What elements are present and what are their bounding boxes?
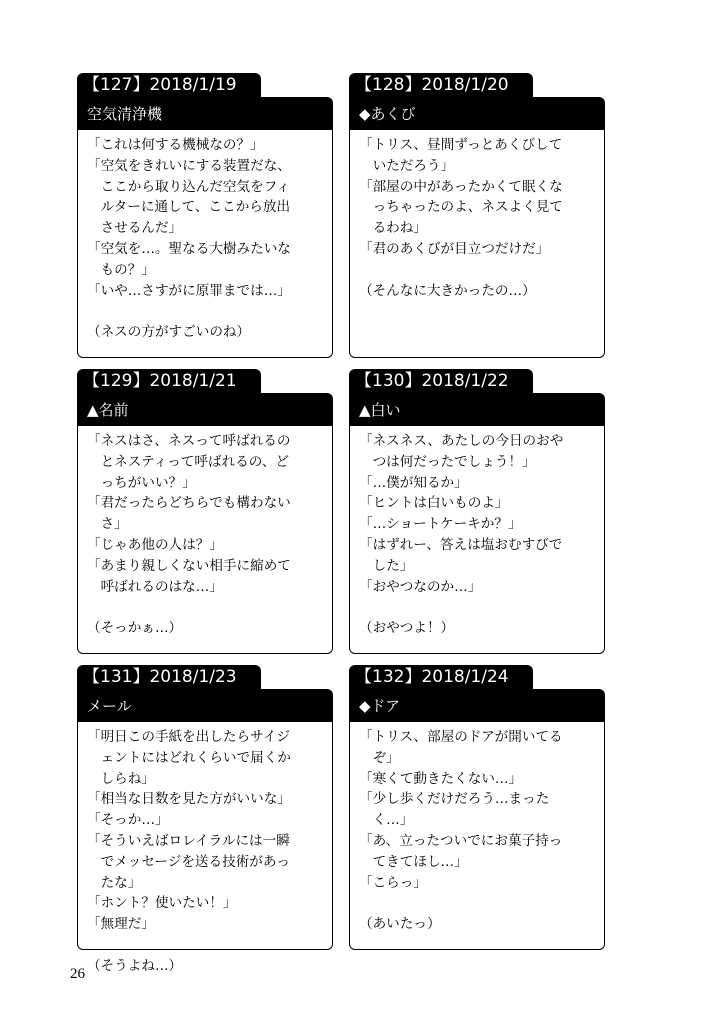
text-line: ぞ」 [359,749,400,766]
text-line [87,597,329,618]
text-line [359,597,601,618]
entry-title: 空気清浄機 [77,97,333,131]
text-line: 「部屋の中があったかくて眠くな [359,178,563,195]
text-line: 「明日この手紙を出したらサイジ [87,729,290,745]
text-line: ルターに通して、ここから放出 [87,199,291,216]
entry-header: 【130】2018/1/22 [349,369,533,394]
text-line: ェントにはどれくらいで届くか [87,749,291,766]
entry-header: 【128】2018/1/20 [349,73,533,98]
text-line: 呼ばれるのはな…」 [87,578,223,595]
text-line: もの？」 [87,261,155,278]
entry-text [87,135,329,343]
entry-title: ◆あくび [349,97,605,131]
text-line [87,935,329,956]
text-line: した」 [359,557,414,574]
text-line: （ネスの方がすごいのね） [87,324,251,341]
entry-text [87,431,329,639]
entry-text [359,431,601,639]
entry-title: メール [77,689,333,723]
text-line: 「あまり親しくない相手に縮めて [87,557,291,574]
text-line: 「はずれー、答えは塩おむすびで [359,536,563,553]
text-line: 「君だったらどちらでも構わない [87,495,291,512]
text-line: 「相当な日数を見た方がいいな」 [87,791,291,808]
text-line: っちがいい？」 [87,474,196,491]
text-line [359,260,601,281]
text-line: 「…僕が知るか」 [359,474,468,491]
text-line: 「そういえばロレイラルには一瞬 [87,832,290,849]
text-line: 「無理だ」 [87,916,155,933]
entry-card-127 [77,73,333,358]
text-line: 「君のあくびが目立つだけだ」 [359,240,550,257]
text-line: 「じゃあ他の人は？」 [87,536,223,553]
text-line: たな」 [87,874,142,891]
entry-header: 【129】2018/1/21 [77,369,261,394]
entry-text [87,727,329,977]
text-line: 「これは何する機械なの？」 [87,137,264,153]
text-line: いただろう」 [359,157,455,174]
text-line [87,301,329,322]
entry-title: ◆ドア [349,689,605,723]
text-line: さ」 [87,516,128,533]
entry-card-130 [349,369,605,654]
text-line: 「こらっ」 [359,874,427,891]
text-line: 「ホント？使いたい！」 [87,895,237,912]
text-line: 「空気を…。聖なる大樹みたいな [87,240,291,257]
text-line: 「そっか…」 [87,812,169,829]
text-line: 「いや…さすがに原罪までは…」 [87,282,291,299]
entry-text [359,135,601,301]
text-line: 「あ、立ったついでにお菓子持っ [359,832,563,849]
text-line: く…」 [359,812,414,829]
text-line: 「寒くて動きたくない…」 [359,770,523,787]
text-line: とネスティって呼ばれるの、ど [87,453,290,470]
entry-card-132 [349,665,605,950]
text-line: （そうよね…） [87,957,183,974]
text-line: るわね」 [359,220,427,237]
text-line: てきてほし…」 [359,853,468,870]
text-line: つは何だったでしょう！」 [359,453,536,470]
text-line: （そんなに大きかったの…） [359,282,536,299]
text-line: （あいたっ） [359,916,441,933]
entry-title: ▲名前 [77,393,333,427]
text-line: させるんだ」 [87,220,183,237]
text-line: 「おやつなのか…」 [359,578,482,595]
entry-text [359,727,601,935]
entry-header: 【132】2018/1/24 [349,665,533,690]
text-line: でメッセージを送る技術があっ [87,853,290,870]
entry-title: ▲白い [349,393,605,427]
page-number: 26 [70,966,85,982]
entry-header: 【127】2018/1/19 [77,73,261,98]
text-line: 「トリス、部屋のドアが開いてる [359,729,563,745]
text-line: 「ネスはさ、ネスって呼ばれるの [87,433,291,449]
text-line: （そっかぁ…） [87,620,183,637]
entry-card-131 [77,665,333,974]
text-line: しらね」 [87,770,155,787]
entry-card-129 [77,369,333,654]
text-line: 「ネスネス、あたしの今日のおや [359,433,564,449]
text-line: （おやつよ！） [359,620,455,637]
text-line: 「ヒントは白いものよ」 [359,495,509,512]
entry-card-128 [349,73,605,358]
text-line: 「トリス、昼間ずっとあくびして [359,137,563,153]
text-line: 「空気をきれいにする装置だな、 [87,157,291,174]
text-line: 「…ショートケーキか？」 [359,516,522,533]
text-line [359,893,601,914]
text-line: ここから取り込んだ空気をフィ [87,178,290,195]
entry-header: 【131】2018/1/23 [77,665,261,690]
text-line: 「少し歩くだけだろう…まった [359,791,550,808]
text-line: っちゃったのよ、ネスよく見て [359,199,563,216]
